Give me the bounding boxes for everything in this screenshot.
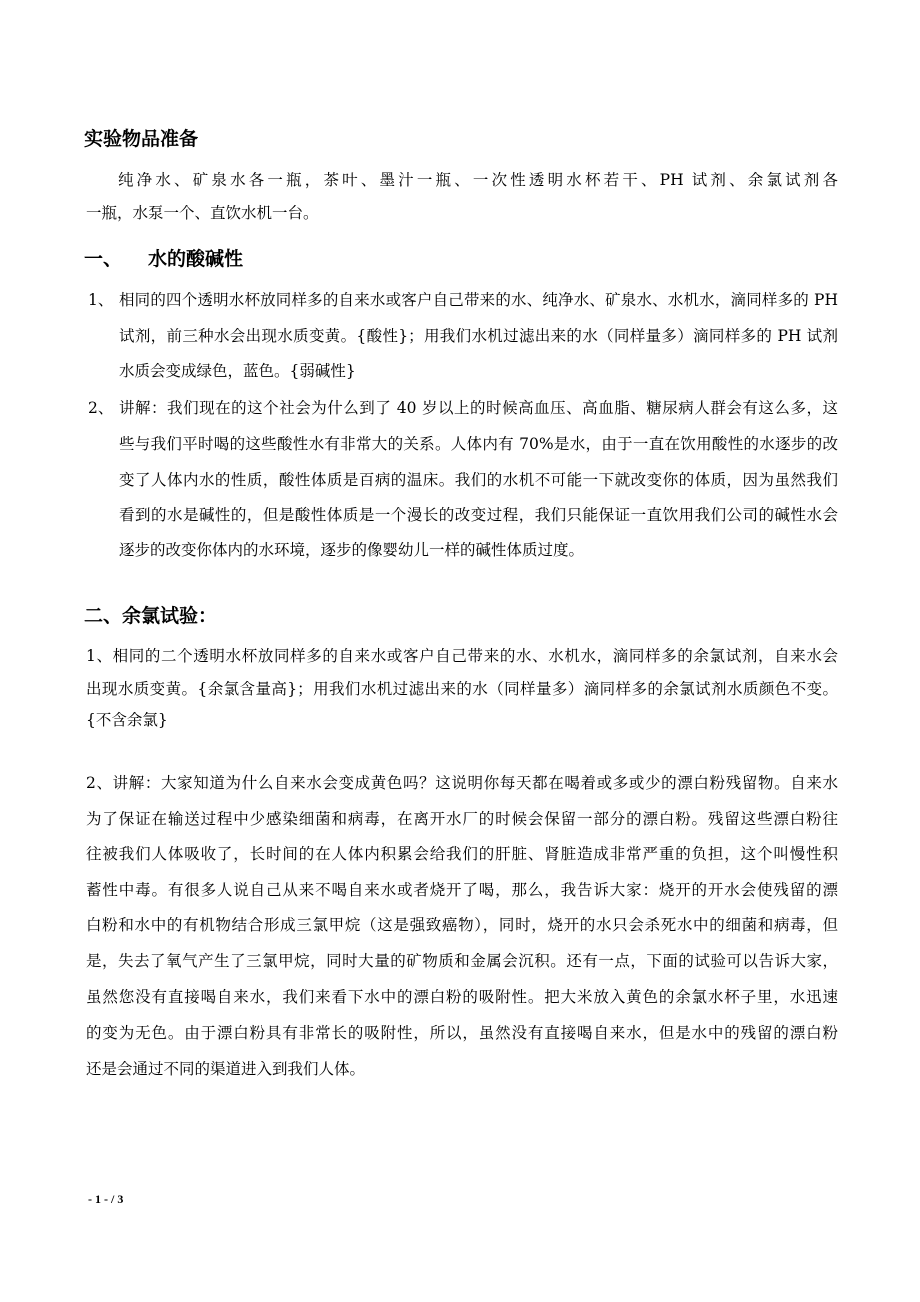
paragraph-line: 纯净水、矿泉水各一瓶，茶叶、墨汁一瓶、一次性透明水杯若干、PH 试剂、余氯试剂各 (118, 171, 838, 189)
paragraph-line: 白粉和水中的有机物结合形成三氯甲烷（这是强致癌物），同时，烧开的水只会杀死水中的细菌和病毒，但 (86, 916, 838, 934)
list-number: 2、 (88, 399, 114, 417)
paragraph-line: 1、相同的二个透明水杯放同样多的自来水或客户自己带来的水、水机水，滴同样多的余氯试剂，自来水会 (86, 647, 838, 665)
paragraph-line: 为了保证在输送过程中少感染细菌和病毒，在离开水厂的时候会保留一部分的漂白粉。残留这些漂白粉往 (86, 810, 838, 828)
page-number: - 1 - / 3 (88, 1192, 124, 1206)
paragraph-line: 还是会通过不同的渠道进入到我们人体。 (86, 1060, 366, 1078)
paragraph-line: 2、讲解：大家知道为什么自来水会变成黄色吗？这说明你每天都在喝着或多或少的漂白粉残留物。自来水 (86, 774, 838, 792)
paragraph-line: 变了人体内水的性质，酸性体质是百病的温床。我们的水机不可能一下就改变你的体质，因为虽然我们 (119, 471, 838, 489)
paragraph-line: 一瓶，水泵一个、直饮水机一台。 (86, 204, 319, 222)
paragraph-line: 讲解：我们现在的这个社会为什么到了 40 岁以上的时候高血压、高血脂、糖尿病人群会有这么多，这 (119, 399, 838, 417)
paragraph-line: 蓄性中毒。有很多人说自己从来不喝自来水或者烧开了喝，那么，我告诉大家：烧开的开水会使残留的漂 (86, 881, 838, 899)
paragraph-line: 往被我们人体吸收了，长时间的在人体内积累会给我们的肝脏、肾脏造成非常严重的负担，这个叫慢性积 (86, 845, 838, 863)
heading-materials: 实验物品准备 (84, 128, 199, 150)
list-number: 1、 (88, 291, 114, 309)
paragraph-line: {不含余氯} (86, 711, 168, 729)
paragraph-line: 的变为无色。由于漂白粉具有非常长的吸附性，所以，虽然没有直接喝自来水，但是水中的残留的漂白粉 (86, 1024, 838, 1042)
paragraph-line: 虽然您没有直接喝自来水，我们来看下水中的漂白粉的吸附性。把大米放入黄色的余氯水杯子里，水迅速 (86, 988, 838, 1006)
heading-residual-chlorine: 二、余氯试验： (84, 605, 218, 627)
paragraph-line: 相同的四个透明水杯放同样多的自来水或客户自己带来的水、纯净水、矿泉水、水机水，滴同样多的 PH (119, 291, 838, 309)
paragraph-line: 是，失去了氧气产生了三氯甲烷，同时大量的矿物质和金属会沉积。还有一点，下面的试验可以告诉大家， (86, 952, 838, 970)
paragraph-line: 看到的水是碱性的，但是酸性体质是一个漫长的改变过程，我们只能保证一直饮用我们公司的碱性水会 (119, 506, 838, 524)
heading-acidity: 水的酸碱性 (148, 248, 244, 270)
heading-acidity-number: 一、 (84, 248, 123, 270)
paragraph-line: 水质会变成绿色，蓝色。{弱碱性} (119, 362, 356, 380)
paragraph-line: 些与我们平时喝的这些酸性水有非常大的关系。人体内有 70%是水，由于一直在饮用酸性的水逐步的改 (119, 435, 838, 453)
paragraph-line: 出现水质变黄。{余氯含量高}；用我们水机过滤出来的水（同样量多）滴同样多的余氯试剂水质颜色不变。 (86, 680, 838, 698)
paragraph-line: 试剂，前三种水会出现水质变黄。{酸性}；用我们水机过滤出来的水（同样量多）滴同样多的 PH 试剂 (119, 327, 838, 345)
paragraph-line: 逐步的改变你体内的水环境，逐步的像婴幼儿一样的碱性体质过度。 (119, 541, 585, 559)
